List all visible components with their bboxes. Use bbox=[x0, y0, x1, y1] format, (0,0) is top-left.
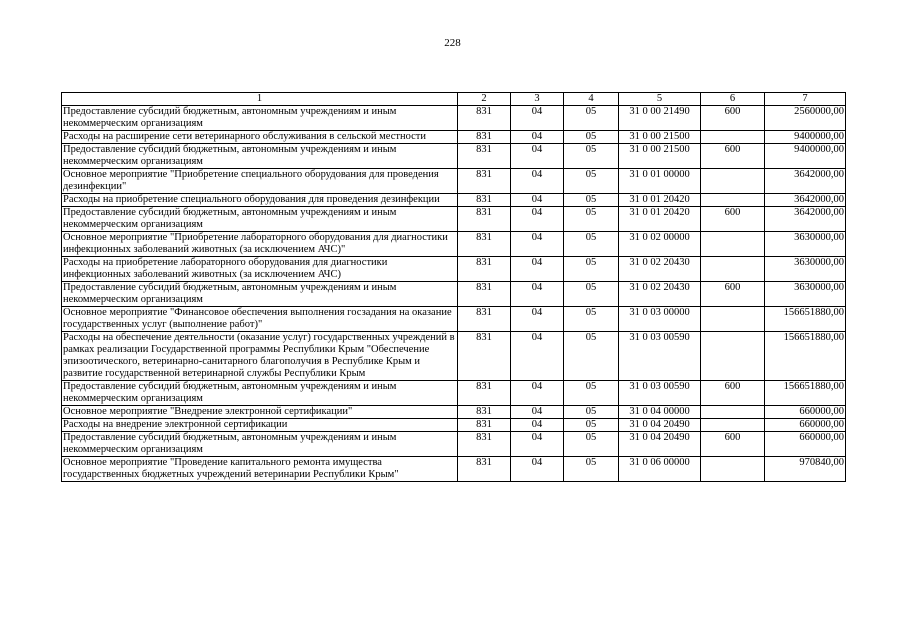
cell-amount: 156651880,00 bbox=[765, 307, 846, 332]
cell-section: 04 bbox=[511, 106, 564, 131]
cell-section: 04 bbox=[511, 207, 564, 232]
cell-section: 04 bbox=[511, 282, 564, 307]
cell-grbs: 831 bbox=[458, 194, 511, 207]
cell-target-article: 31 0 03 00590 bbox=[619, 381, 701, 406]
cell-target-article: 31 0 03 00000 bbox=[619, 307, 701, 332]
table-body bbox=[62, 106, 846, 482]
cell-name: Расходы на внедрение электронной сертификации bbox=[62, 419, 458, 432]
cell-target-article: 31 0 03 00590 bbox=[619, 332, 701, 381]
cell-target-article: 31 0 02 20430 bbox=[619, 257, 701, 282]
cell-subsection: 05 bbox=[564, 207, 619, 232]
cell-subsection: 05 bbox=[564, 106, 619, 131]
column-header: 5 bbox=[619, 93, 701, 106]
cell-amount: 3642000,00 bbox=[765, 194, 846, 207]
cell-grbs: 831 bbox=[458, 282, 511, 307]
table-row bbox=[62, 106, 846, 131]
cell-section: 04 bbox=[511, 307, 564, 332]
table-row bbox=[62, 257, 846, 282]
cell-expense-type: 600 bbox=[701, 144, 765, 169]
cell-expense-type bbox=[701, 131, 765, 144]
cell-grbs: 831 bbox=[458, 381, 511, 406]
table-row bbox=[62, 194, 846, 207]
cell-section: 04 bbox=[511, 406, 564, 419]
cell-grbs: 831 bbox=[458, 257, 511, 282]
cell-name: Предоставление субсидий бюджетным, автономным учреждениям и иным некоммерческим организациям bbox=[62, 106, 458, 131]
table-row bbox=[62, 169, 846, 194]
cell-section: 04 bbox=[511, 457, 564, 482]
table-row bbox=[62, 406, 846, 419]
cell-section: 04 bbox=[511, 194, 564, 207]
cell-section: 04 bbox=[511, 419, 564, 432]
cell-amount: 3630000,00 bbox=[765, 257, 846, 282]
cell-target-article: 31 0 00 21490 bbox=[619, 106, 701, 131]
table-row bbox=[62, 419, 846, 432]
column-header: 2 bbox=[458, 93, 511, 106]
cell-subsection: 05 bbox=[564, 406, 619, 419]
cell-subsection: 05 bbox=[564, 169, 619, 194]
cell-target-article: 31 0 01 00000 bbox=[619, 169, 701, 194]
cell-subsection: 05 bbox=[564, 131, 619, 144]
cell-target-article: 31 0 01 20420 bbox=[619, 207, 701, 232]
cell-name: Основное мероприятие "Внедрение электронной сертификации" bbox=[62, 406, 458, 419]
cell-subsection: 05 bbox=[564, 144, 619, 169]
cell-target-article: 31 0 04 20490 bbox=[619, 419, 701, 432]
cell-subsection: 05 bbox=[564, 332, 619, 381]
cell-amount: 660000,00 bbox=[765, 432, 846, 457]
column-header: 7 bbox=[765, 93, 846, 106]
cell-subsection: 05 bbox=[564, 257, 619, 282]
cell-name: Предоставление субсидий бюджетным, автономным учреждениям и иным некоммерческим организациям bbox=[62, 432, 458, 457]
cell-expense-type bbox=[701, 194, 765, 207]
cell-amount: 3630000,00 bbox=[765, 232, 846, 257]
cell-expense-type bbox=[701, 332, 765, 381]
cell-grbs: 831 bbox=[458, 207, 511, 232]
cell-name: Предоставление субсидий бюджетным, автономным учреждениям и иным некоммерческим организациям bbox=[62, 381, 458, 406]
table-row bbox=[62, 232, 846, 257]
cell-amount: 9400000,00 bbox=[765, 144, 846, 169]
cell-grbs: 831 bbox=[458, 169, 511, 194]
cell-section: 04 bbox=[511, 381, 564, 406]
cell-section: 04 bbox=[511, 432, 564, 457]
cell-target-article: 31 0 00 21500 bbox=[619, 131, 701, 144]
table-row bbox=[62, 144, 846, 169]
cell-expense-type bbox=[701, 169, 765, 194]
cell-grbs: 831 bbox=[458, 144, 511, 169]
cell-section: 04 bbox=[511, 232, 564, 257]
cell-name: Расходы на приобретение лабораторного оборудования для диагностики инфекционных заболеваний животных (за исключением АЧС) bbox=[62, 257, 458, 282]
cell-amount: 9400000,00 bbox=[765, 131, 846, 144]
cell-amount: 3642000,00 bbox=[765, 207, 846, 232]
table-row bbox=[62, 307, 846, 332]
cell-target-article: 31 0 02 00000 bbox=[619, 232, 701, 257]
cell-target-article: 31 0 02 20430 bbox=[619, 282, 701, 307]
cell-expense-type: 600 bbox=[701, 207, 765, 232]
cell-expense-type bbox=[701, 406, 765, 419]
cell-amount: 660000,00 bbox=[765, 419, 846, 432]
cell-grbs: 831 bbox=[458, 106, 511, 131]
cell-name: Предоставление субсидий бюджетным, автономным учреждениям и иным некоммерческим организациям bbox=[62, 144, 458, 169]
table-header-row bbox=[62, 93, 846, 106]
budget-table bbox=[61, 92, 846, 482]
table-row bbox=[62, 282, 846, 307]
cell-name: Основное мероприятие "Проведение капитального ремонта имущества государственных бюджетных учреждений ветеринарии Республики Крым" bbox=[62, 457, 458, 482]
cell-section: 04 bbox=[511, 131, 564, 144]
cell-expense-type: 600 bbox=[701, 381, 765, 406]
cell-name: Предоставление субсидий бюджетным, автономным учреждениям и иным некоммерческим организациям bbox=[62, 282, 458, 307]
cell-section: 04 bbox=[511, 257, 564, 282]
cell-subsection: 05 bbox=[564, 282, 619, 307]
cell-amount: 660000,00 bbox=[765, 406, 846, 419]
cell-amount: 3642000,00 bbox=[765, 169, 846, 194]
cell-expense-type bbox=[701, 419, 765, 432]
cell-section: 04 bbox=[511, 169, 564, 194]
column-header: 4 bbox=[564, 93, 619, 106]
cell-subsection: 05 bbox=[564, 457, 619, 482]
cell-name: Основное мероприятие "Финансовое обеспечения выполнения госзадания на оказание государственных услуг (выполнение работ)" bbox=[62, 307, 458, 332]
cell-subsection: 05 bbox=[564, 307, 619, 332]
table-row bbox=[62, 457, 846, 482]
cell-expense-type bbox=[701, 457, 765, 482]
cell-amount: 2560000,00 bbox=[765, 106, 846, 131]
cell-grbs: 831 bbox=[458, 406, 511, 419]
table-row bbox=[62, 131, 846, 144]
cell-name: Расходы на приобретение специального оборудования для проведения дезинфекции bbox=[62, 194, 458, 207]
cell-subsection: 05 bbox=[564, 194, 619, 207]
page-number: 228 bbox=[444, 37, 461, 49]
cell-amount: 970840,00 bbox=[765, 457, 846, 482]
cell-section: 04 bbox=[511, 144, 564, 169]
cell-section: 04 bbox=[511, 332, 564, 381]
cell-expense-type: 600 bbox=[701, 282, 765, 307]
cell-target-article: 31 0 01 20420 bbox=[619, 194, 701, 207]
cell-grbs: 831 bbox=[458, 131, 511, 144]
cell-subsection: 05 bbox=[564, 432, 619, 457]
cell-expense-type: 600 bbox=[701, 106, 765, 131]
column-header: 1 bbox=[62, 93, 458, 106]
cell-amount: 3630000,00 bbox=[765, 282, 846, 307]
cell-target-article: 31 0 00 21500 bbox=[619, 144, 701, 169]
cell-grbs: 831 bbox=[458, 307, 511, 332]
table-row bbox=[62, 381, 846, 406]
table-row bbox=[62, 207, 846, 232]
cell-expense-type bbox=[701, 307, 765, 332]
cell-name: Расходы на обеспечение деятельности (оказание услуг) государственных учреждений в рамках реализации Государственной программы Республики Крым "Обеспечение эпизоотического, ветеринарно-санитарного благополучия в Республике Крым и развитие государственной ветеринарной службы Республики Крым bbox=[62, 332, 458, 381]
cell-grbs: 831 bbox=[458, 432, 511, 457]
column-header: 6 bbox=[701, 93, 765, 106]
cell-name: Основное мероприятие "Приобретение лабораторного оборудования для диагностики инфекционных заболеваний животных (за исключением АЧС)" bbox=[62, 232, 458, 257]
cell-expense-type: 600 bbox=[701, 432, 765, 457]
cell-amount: 156651880,00 bbox=[765, 381, 846, 406]
cell-name: Предоставление субсидий бюджетным, автономным учреждениям и иным некоммерческим организациям bbox=[62, 207, 458, 232]
cell-target-article: 31 0 04 00000 bbox=[619, 406, 701, 419]
table-row bbox=[62, 432, 846, 457]
table-row bbox=[62, 332, 846, 381]
cell-target-article: 31 0 04 20490 bbox=[619, 432, 701, 457]
cell-target-article: 31 0 06 00000 bbox=[619, 457, 701, 482]
cell-name: Расходы на расширение сети ветеринарного обслуживания в сельской местности bbox=[62, 131, 458, 144]
cell-subsection: 05 bbox=[564, 419, 619, 432]
cell-expense-type bbox=[701, 232, 765, 257]
cell-subsection: 05 bbox=[564, 381, 619, 406]
cell-expense-type bbox=[701, 257, 765, 282]
cell-name: Основное мероприятие "Приобретение специального оборудования для проведения дезинфекции" bbox=[62, 169, 458, 194]
cell-grbs: 831 bbox=[458, 457, 511, 482]
column-header: 3 bbox=[511, 93, 564, 106]
cell-subsection: 05 bbox=[564, 232, 619, 257]
cell-grbs: 831 bbox=[458, 332, 511, 381]
cell-grbs: 831 bbox=[458, 232, 511, 257]
cell-grbs: 831 bbox=[458, 419, 511, 432]
cell-amount: 156651880,00 bbox=[765, 332, 846, 381]
